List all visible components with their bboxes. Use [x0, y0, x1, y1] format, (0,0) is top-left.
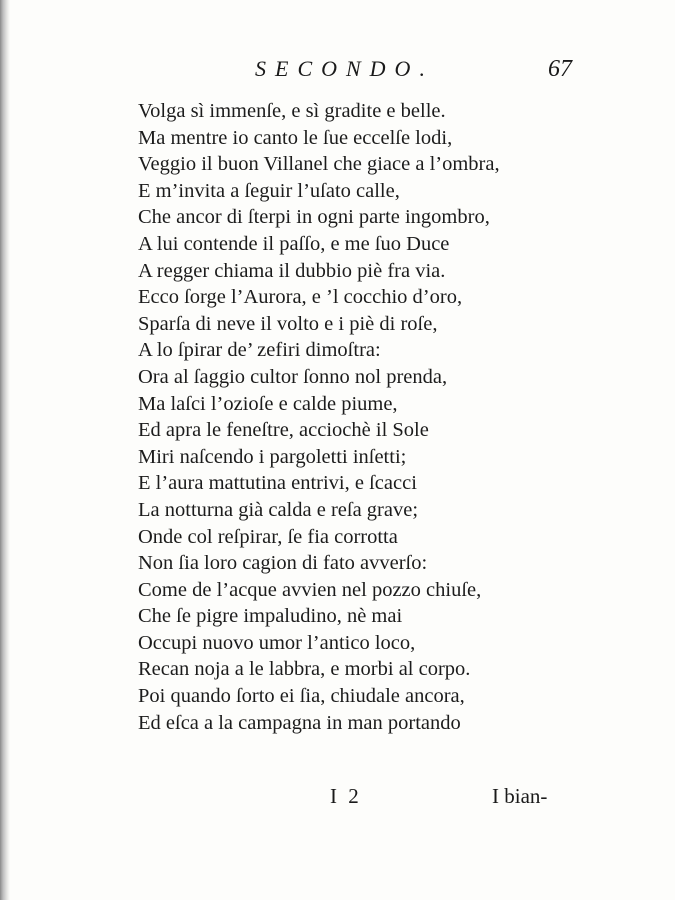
- poem-text: [138, 98, 598, 736]
- verse-line: Non ſia loro cagion di fato avverſo:: [138, 552, 428, 575]
- verse-line: E m’invita a ſeguir l’uſato calle,: [138, 179, 400, 202]
- verse-line: Poi quando ſorto ei ſia, chiudale ancora,: [138, 685, 465, 708]
- verse-line: Onde col reſpirar, ſe fia corrotta: [138, 525, 398, 548]
- signature-mark: I 2: [330, 784, 362, 808]
- verse-line: Ora al ſaggio cultor ſonno nol prenda,: [138, 365, 448, 388]
- verse-line: A regger chiama il dubbio piè fra via.: [138, 259, 446, 282]
- verse-line: Occupi nuovo umor l’antico loco,: [138, 631, 416, 654]
- verse-line: Ed eſca a la campagna in man portando: [138, 711, 461, 734]
- page-number: 67: [548, 56, 572, 82]
- verse-line: Recan noja a le labbra, e morbi al corpo.: [138, 658, 471, 681]
- verse-line: Come de l’acque avvien nel pozzo chiuſe,: [138, 578, 482, 601]
- verse-line: A lo ſpirar de’ zefiri dimoſtra:: [138, 339, 381, 362]
- verse-line: E l’aura mattutina entrivi, e ſcacci: [138, 472, 417, 495]
- catchword: I bian-: [492, 784, 548, 808]
- verse-line: Ecco ſorge l’Aurora, e ’l cocchio d’oro,: [138, 286, 463, 309]
- verse-line: Volga sì immenſe, e sì gradite e belle.: [138, 100, 446, 122]
- verse-line: Che ancor di ſterpi in ogni parte ingombro,: [138, 206, 490, 229]
- page-footer: [0, 784, 675, 814]
- page-header: [0, 56, 675, 90]
- running-title: SECONDO.: [255, 56, 434, 81]
- verse-line: A lui contende il paſſo, e me ſuo Duce: [138, 232, 450, 255]
- verse-line: Veggio il buon Villanel che giace a l’ombra,: [138, 153, 500, 176]
- binding-edge: [0, 0, 10, 900]
- verse-line: Che ſe pigre impaludino, nè mai: [138, 605, 403, 628]
- verse-line: La notturna già calda e reſa grave;: [138, 498, 419, 521]
- verse-line: Ma laſci l’ozioſe e calde piume,: [138, 392, 398, 415]
- verse-line: Miri naſcendo i pargoletti inſetti;: [138, 445, 407, 468]
- verse-line: Sparſa di neve il volto e i piè di roſe,: [138, 312, 438, 335]
- verse-line: Ed apra le feneſtre, acciochè il Sole: [138, 419, 429, 442]
- verse-line: Ma mentre io canto le ſue eccelſe lodi,: [138, 126, 453, 149]
